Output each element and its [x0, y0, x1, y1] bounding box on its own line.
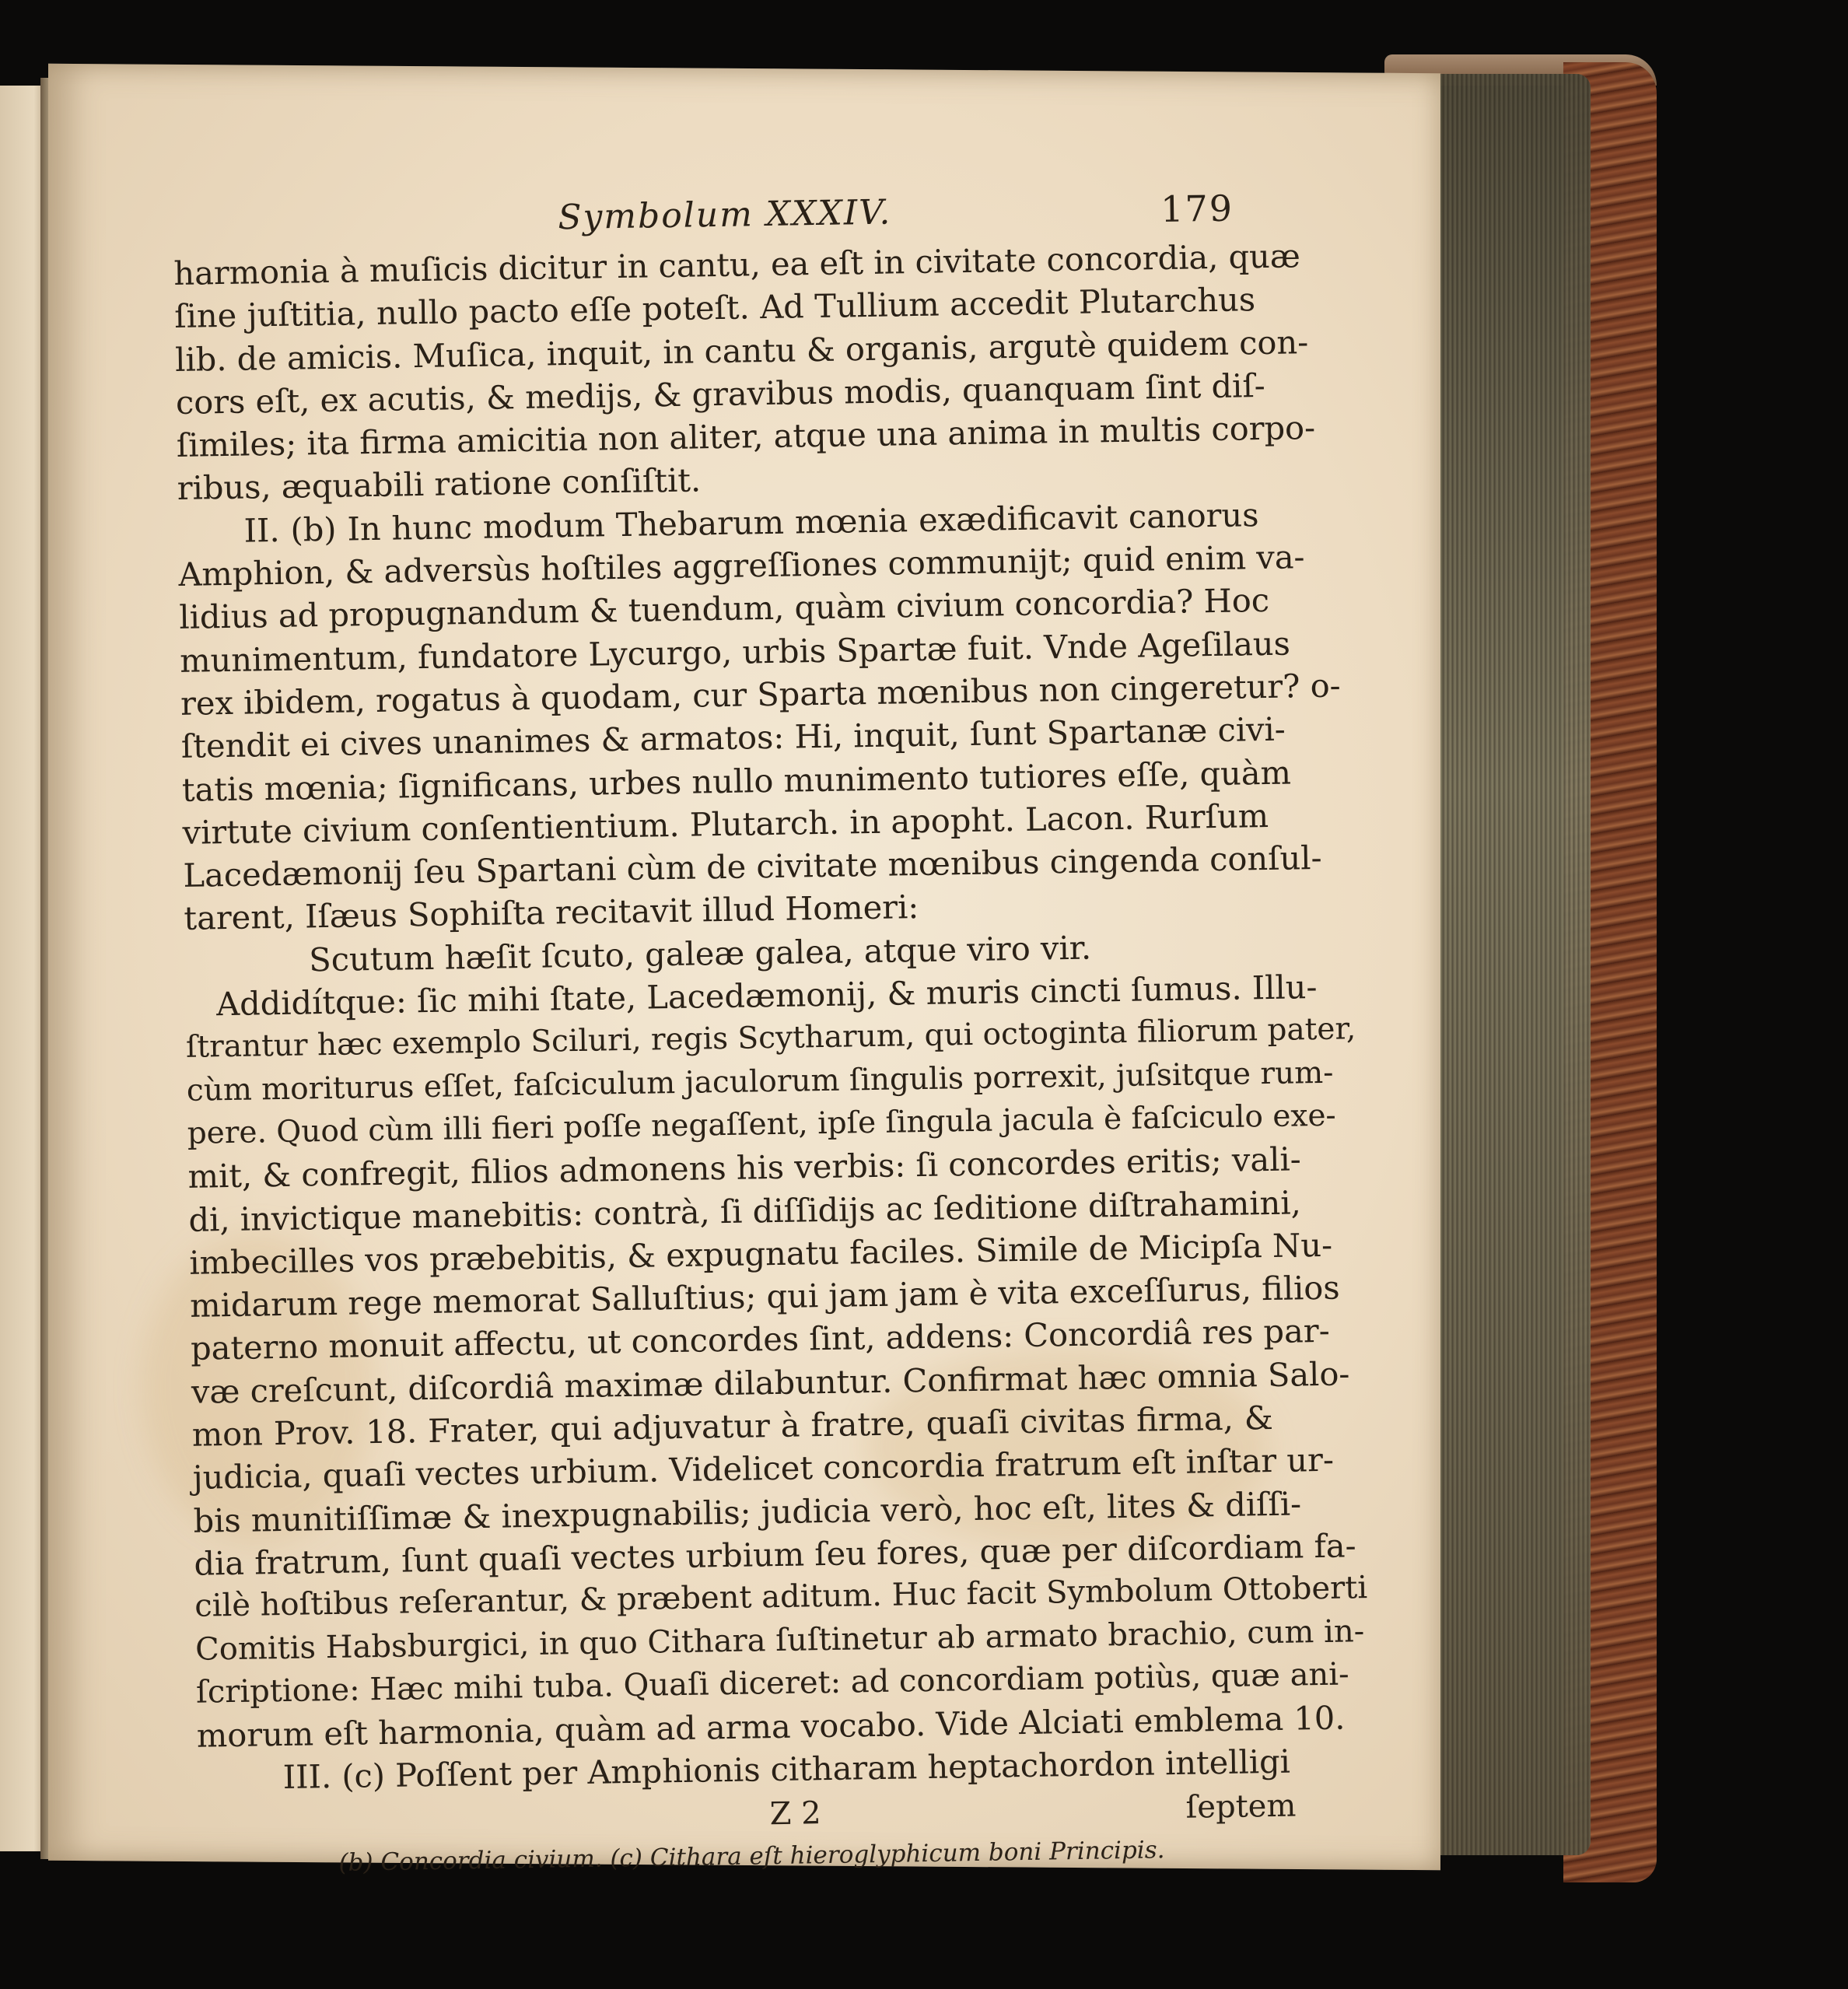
text-line: ſtrantur hæc exemplo Sciluri, regis Scytharum, qui octoginta filiorum pater,: [185, 1011, 1356, 1066]
page-text-block: [173, 187, 1368, 1884]
text-line: lib. de amicis. Muſica, inquit, in cantu & organis, argutè quidem con-: [174, 322, 1309, 379]
text-line: harmonia à muſicis dicitur in cantu, ea eſt in civitate concordia, quæ: [173, 236, 1301, 292]
text-line: mon Prov. 18. Frater, qui adjuvatur à fratre, quaſi civitas firma, &: [191, 1398, 1274, 1454]
text-line: tatis mœnia; ſignificans, urbes nullo munimento tutiores eſſe, quàm: [181, 753, 1292, 809]
signature-mark: Z 2: [769, 1795, 821, 1832]
text-line: mit, & confregit, filios admonens his verbis: ſi concordes eritis; vali-: [187, 1140, 1302, 1196]
text-line: væ creſcunt, diſcordiâ maximæ dilabuntur. Confirmat hæc omnia Salo-: [191, 1354, 1350, 1411]
text-line: bis munitiſſimæ & inexpugnabilis; judicia verò, hoc eſt, lites & diſſi-: [193, 1484, 1302, 1540]
text-line: midarum rege memorat Salluſtius; qui jam jam è vita exceſſurus, filios: [189, 1268, 1340, 1325]
text-line: rex ibidem, rogatus à quodam, cur Sparta mœnibus non cingeretur? o-: [180, 666, 1341, 723]
text-line: ſimiles; ita firma amicitia non aliter, atque una anima in multis corpo-: [176, 408, 1316, 465]
text-line: imbecilles vos præbebitis, & expugnatu faciles. Simile de Micipſa Nu-: [188, 1225, 1333, 1282]
text-line: paterno monuit affectu, ut concordes ſint, addens: Concordiâ res par-: [190, 1311, 1331, 1368]
text-line: munimentum, fundatore Lycurgo, urbis Spartæ fuit. Vnde Ageſilaus: [179, 624, 1291, 680]
paragraph-start-line: Addidítque: ſic mihi ſtate, Lacedæmonij, & muris cincti ſumus. Illu-: [215, 968, 1318, 1024]
text-line: tarent, Iſæus Sophiſta recitavit illud Homeri:: [184, 888, 919, 938]
text-line: cùm moriturus eſſet, faſciculum jaculorum ſingulis porrexit, juſsitque rum-: [186, 1055, 1334, 1108]
text-line: di, invictique manebitis: contrà, ſi diſſidijs ac ſeditione diſtrahamini,: [188, 1182, 1302, 1239]
text-line: ſcriptione: Hæc mihi tuba. Quaſi diceret: ad concordiam potiùs, quæ ani-: [195, 1656, 1349, 1711]
text-line: ſtendit ei cives unanimes & armatos: Hi, inquit, ſunt Spartanæ civi-: [180, 709, 1286, 766]
text-line: cors eſt, ex acutis, & medijs, & gravibus modis, quanquam ſint diſ-: [175, 366, 1266, 422]
text-line: ribus, æquabili ratione conſiſtit.: [177, 460, 702, 508]
text-line: dia fratrum, ſunt quaſi vectes urbium ſeu fores, quæ per diſcordiam fa-: [194, 1526, 1356, 1583]
text-line: pere. Quod cùm illi fieri poſſe negaſſent, ipſe ſingula jacula è faſciculo exe-: [187, 1098, 1336, 1151]
text-line: ſine juſtitia, nullo pacto eſſe poteſt. Ad Tullium accedit Plutarchus: [173, 280, 1256, 336]
text-line: Lacedæmonij ſeu Spartani cùm de civitate mœnibus cingenda conſul-: [183, 839, 1322, 895]
text-line: lidius ad propugnandum & tuendum, quàm civium concordia? Hoc: [178, 581, 1270, 637]
header-title: Symbolum XXXIV.: [557, 192, 892, 238]
catchword: ſeptem: [1185, 1788, 1297, 1826]
page-number: 179: [1160, 187, 1234, 231]
paragraph-start-line: II. (b) In hunc modum Thebarum mœnia exædificavit canorus: [243, 495, 1259, 550]
text-line: morum eſt harmonia, quàm ad arma vocabo. Vide Alciati emblema 10.: [196, 1698, 1346, 1755]
text-line: Comitis Habsburgici, in quo Cithara ſuſtinetur ab armato brachio, cum in-: [194, 1613, 1365, 1668]
text-line: Amphion, & adversùs hoſtiles aggreſſiones communijt; quid enim va-: [178, 538, 1305, 594]
text-line: cilè hoſtibus reſerantur, & præbent aditum. Huc facit Symbolum Ottoberti: [194, 1570, 1368, 1624]
text-line: judicia, quaſi vectes urbium. Videlicet concordia fratrum eſt inſtar ur-: [192, 1441, 1335, 1497]
verse-quotation: Scutum hæſit ſcuto, galeæ galea, atque viro vir.: [308, 928, 1092, 979]
text-line: virtute civium conſentientium. Plutarch. in apopht. Lacon. Rurſum: [182, 796, 1269, 852]
paragraph-start-line: III. (c) Poſſent per Amphionis citharam heptachordon intelligi: [282, 1742, 1291, 1797]
footnotes: (b) Concordia civium. (c) Cithara eſt hieroglyphicum boni Principis.: [338, 1835, 1165, 1877]
